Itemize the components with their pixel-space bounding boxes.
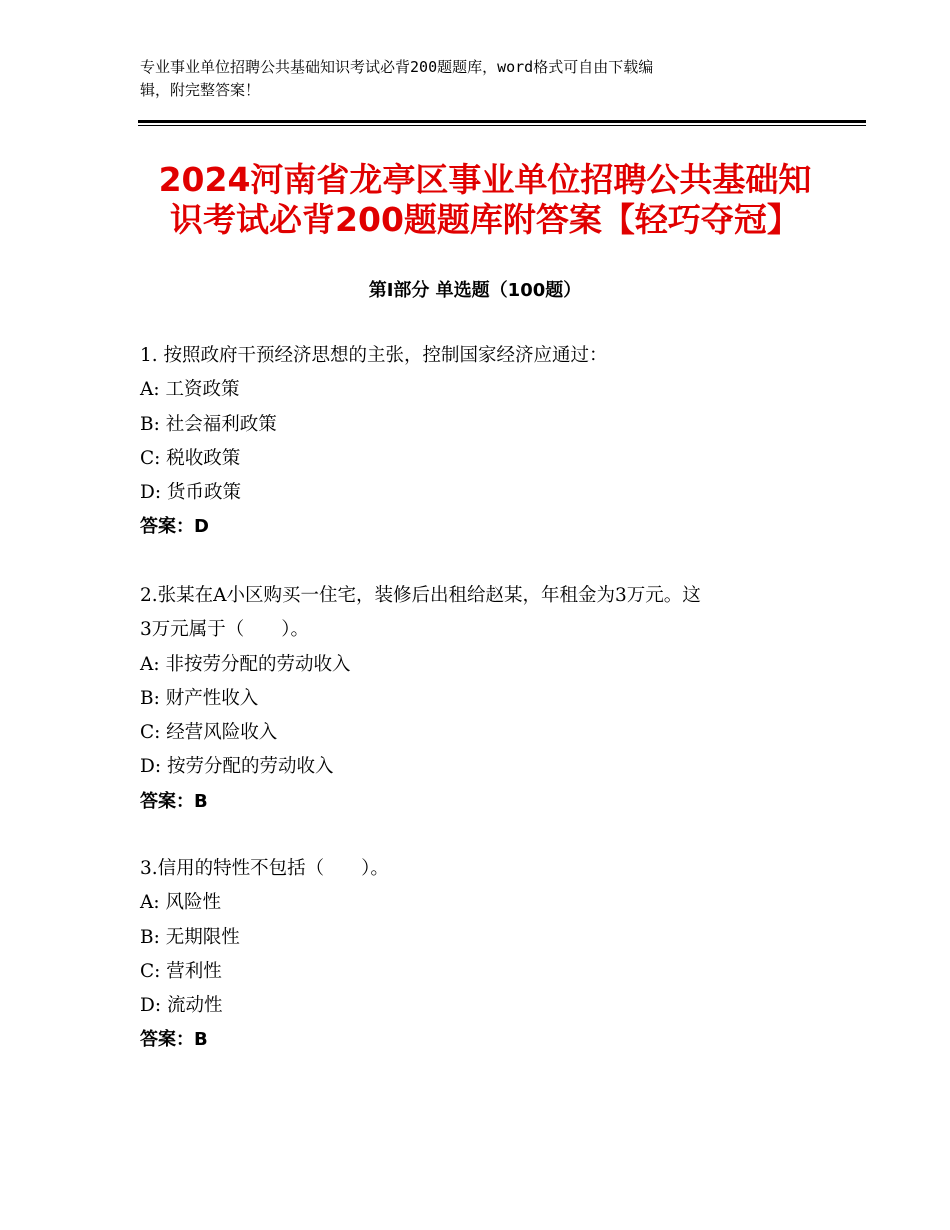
option-d: D: 按劳分配的劳动收入	[140, 756, 334, 778]
header-rule-thin	[138, 125, 866, 126]
option-d: D: 流动性	[140, 995, 223, 1017]
option-c: C: 营利性	[140, 960, 222, 982]
title-line-1: 2024河南省龙亭区事业单位招聘公共基础知	[158, 160, 812, 199]
question-stem: 1. 按照政府干预经济思想的主张，控制国家经济应通过：	[140, 345, 608, 366]
option-a: A: 风险性	[140, 892, 221, 914]
option-a: A: 工资政策	[140, 379, 240, 401]
question-3	[140, 852, 820, 1058]
title-line-2: 识考试必背200题题库附答案【轻巧夺冠】	[170, 200, 800, 239]
question-stem: 3.信用的特性不包括（ ）。	[140, 858, 389, 879]
answer: 答案：B	[140, 1029, 208, 1051]
option-d: D: 货币政策	[140, 482, 241, 504]
option-b: B: 社会福利政策	[140, 413, 277, 435]
option-c: C: 税收政策	[140, 447, 241, 469]
header-rule-thick	[138, 120, 866, 123]
document-title	[145, 160, 825, 240]
option-a: A: 非按劳分配的劳动收入	[140, 653, 351, 675]
document-header-note	[140, 56, 780, 102]
question-2	[140, 579, 820, 819]
question-1	[140, 339, 820, 545]
option-b: B: 财产性收入	[140, 687, 259, 709]
section-heading: 第Ⅰ部分 单选题（100题）	[368, 280, 582, 301]
question-stem-continued: 3万元属于（ ）。	[140, 619, 310, 641]
answer: 答案：B	[140, 790, 208, 812]
question-stem: 2.张某在A小区购买一住宅，装修后出租给赵某，年租金为3万元。这	[140, 585, 701, 606]
option-c: C: 经营风险收入	[140, 722, 278, 744]
header-line-2: 辑，附完整答案！	[140, 81, 261, 99]
option-b: B: 无期限性	[140, 926, 240, 948]
header-line-1: 专业事业单位招聘公共基础知识考试必背200题题库，word格式可自由下载编	[140, 58, 654, 76]
answer: 答案：D	[140, 516, 209, 538]
